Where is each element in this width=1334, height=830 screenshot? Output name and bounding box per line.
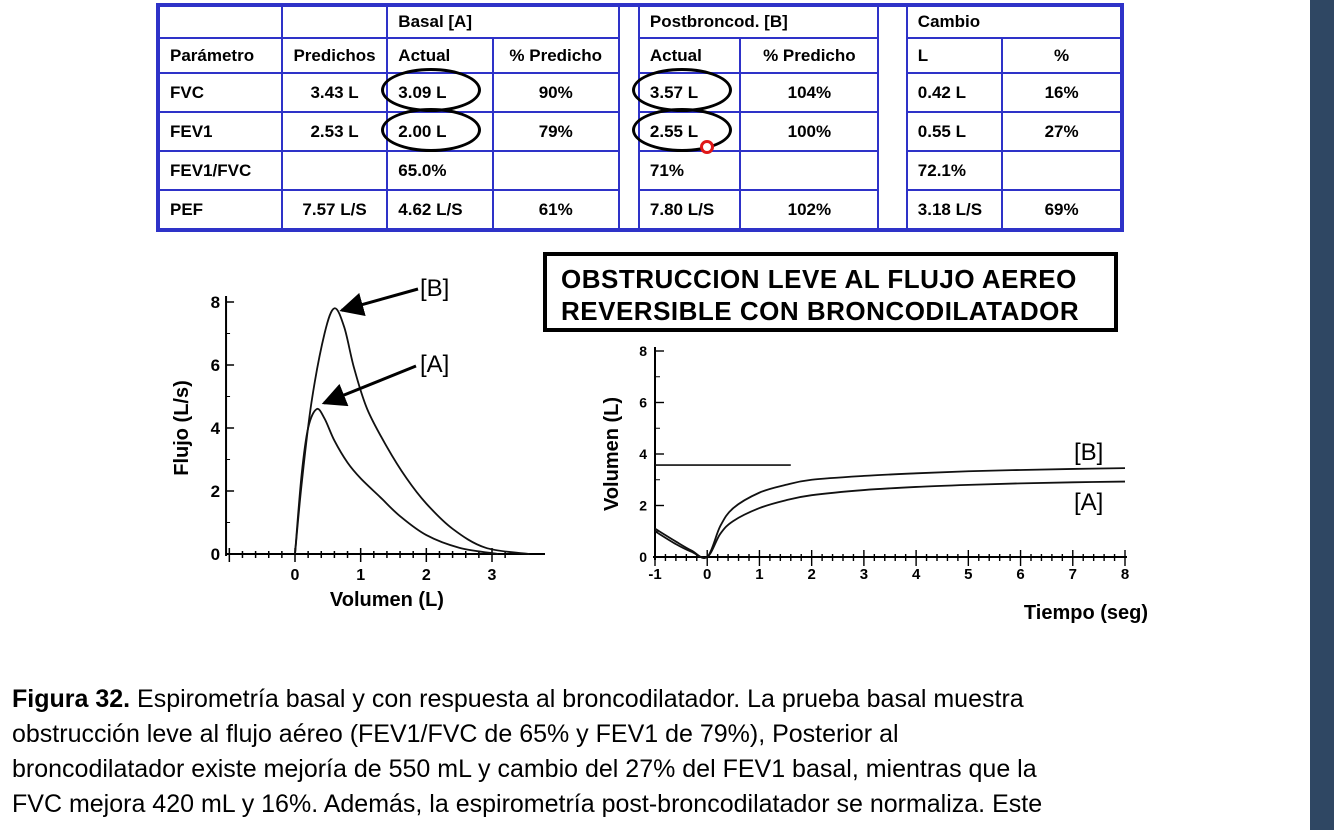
post-pct-cell: 104% — [740, 73, 878, 112]
cambio-pct-cell: 27% — [1002, 112, 1122, 151]
cursor-marker — [700, 140, 714, 154]
x-tick-label: 4 — [911, 566, 921, 583]
caption-line — [12, 682, 1292, 717]
x-tick-label: 1 — [755, 566, 764, 583]
post-pct-cell: 100% — [740, 112, 878, 151]
y-tick-label: 2 — [210, 482, 221, 501]
y-tick-label: 0 — [210, 545, 221, 564]
y-tick-label: 4 — [639, 446, 647, 462]
annotation-label-b: [B] — [1074, 439, 1104, 466]
x-tick-label: 3 — [859, 566, 869, 583]
param-cell: FVC — [158, 73, 282, 112]
y-tick-label: 8 — [210, 293, 221, 312]
group-header-row — [158, 5, 1122, 38]
series-line-a — [655, 482, 1125, 558]
y-axis-label: Volumen (L) — [601, 396, 623, 512]
series-line-a — [295, 409, 498, 554]
annotation-arrow — [324, 366, 416, 403]
column-gap — [878, 190, 906, 230]
highlight-oval-post-fev1 — [632, 108, 732, 152]
x-tick-label: 0 — [290, 567, 300, 584]
basal-actual-cell: 3.09 L — [387, 73, 493, 112]
basal-actual-cell: 65.0% — [387, 151, 493, 190]
cambio-group-header: Cambio — [907, 5, 1122, 38]
cambio-pct-cell — [1002, 151, 1122, 190]
highlight-oval-post-fvc — [632, 68, 732, 112]
post-pct-cell — [740, 151, 878, 190]
y-tick-label: 4 — [210, 419, 221, 438]
x-tick-label: 5 — [964, 566, 973, 583]
caption-line: FVC mejora 420 mL y 16%. Además, la espirometría post-broncodilatador se normaliza. Este — [12, 790, 1043, 818]
x-axis-label: Tiempo (seg) — [1023, 602, 1148, 624]
y-tick-label: 6 — [210, 356, 221, 375]
basal-pct-cell — [493, 151, 619, 190]
basal-pct-cell: 61% — [493, 190, 619, 230]
x-tick-label: 6 — [1016, 566, 1025, 583]
post-pct-cell: 102% — [740, 190, 878, 230]
y-tick-label: 0 — [639, 549, 647, 565]
column-gap — [878, 38, 906, 73]
column-header-row — [158, 38, 1122, 73]
column-gap — [878, 151, 906, 190]
banner-line: OBSTRUCCION LEVE AL FLUJO AEREO — [561, 264, 1077, 294]
x-tick-label: 8 — [1120, 566, 1130, 583]
x-axis-label: Volumen (L) — [329, 589, 444, 611]
basal-pct-cell: 90% — [493, 73, 619, 112]
basal-pct-header: % Predicho — [493, 38, 619, 73]
column-gap — [619, 38, 639, 73]
post-pct-header: % Predicho — [740, 38, 878, 73]
cambio-pct-cell: 69% — [1002, 190, 1122, 230]
param-cell: FEV1 — [158, 112, 282, 151]
series-line-b — [655, 468, 1125, 558]
predichos-cell: 3.43 L — [282, 73, 388, 112]
cambio-l-cell: 0.42 L — [907, 73, 1002, 112]
column-gap — [878, 5, 906, 38]
post-actual-cell: 2.55 L — [639, 112, 740, 151]
column-gap — [619, 5, 639, 38]
caption-figure-label: Figura 32. — [12, 685, 131, 713]
x-tick-label: 3 — [487, 567, 497, 584]
basal-pct-cell: 79% — [493, 112, 619, 151]
x-tick-label: 7 — [1068, 566, 1077, 583]
banner-line: REVERSIBLE CON BRONCODILATADOR — [561, 296, 1080, 326]
post-actual-cell: 7.80 L/S — [639, 190, 740, 230]
volume-time-chart — [590, 330, 1170, 710]
post-group-header: Postbroncod. [B] — [639, 5, 878, 38]
basal-actual-cell: 4.62 L/S — [387, 190, 493, 230]
predichos-cell: 7.57 L/S — [282, 190, 388, 230]
y-tick-label: 8 — [639, 343, 647, 359]
table-row — [158, 190, 1122, 230]
predichos-cell: 2.53 L — [282, 112, 388, 151]
caption-text: Espirometría basal y con respuesta al broncodilatador. La prueba basal muestra — [137, 685, 1024, 713]
y-axis-label: Flujo (L/s) — [171, 380, 193, 476]
window-edge-strip — [1310, 0, 1334, 830]
table-row — [158, 151, 1122, 190]
cambio-pct-cell: 16% — [1002, 73, 1122, 112]
y-tick-label: 6 — [639, 394, 647, 411]
x-tick-label: 1 — [356, 567, 366, 584]
annotation-arrow — [342, 289, 418, 310]
column-gap — [619, 190, 639, 230]
param-cell: PEF — [158, 190, 282, 230]
x-tick-label: 2 — [421, 567, 431, 584]
post-actual-header: Actual — [639, 38, 740, 73]
basal-actual-cell: 2.00 L — [387, 112, 493, 151]
cambio-l-cell: 3.18 L/S — [907, 190, 1002, 230]
annotation-label-a: [A] — [1074, 489, 1104, 516]
caption-line: broncodilatador existe mejoría de 550 mL y cambio del 27% del FEV1 basal, mientras que la — [12, 755, 1037, 783]
predichos-cell — [282, 151, 388, 190]
cambio-l-cell: 72.1% — [907, 151, 1002, 190]
basal-group-header: Basal [A] — [387, 5, 618, 38]
blank-header — [158, 5, 282, 38]
basal-actual-header: Actual — [387, 38, 493, 73]
param-cell: FEV1/FVC — [158, 151, 282, 190]
x-tick-label: -1 — [648, 566, 662, 583]
column-gap — [619, 151, 639, 190]
caption-line: obstrucción leve al flujo aéreo (FEV1/FVC de 65% y FEV1 de 79%), Posterior al — [12, 720, 899, 748]
post-actual-cell: 3.57 L — [639, 73, 740, 112]
figure-caption — [12, 682, 1292, 822]
predichos-header: Predichos — [282, 38, 388, 73]
parametro-header: Parámetro — [158, 38, 282, 73]
cambio-l-cell: 0.55 L — [907, 112, 1002, 151]
highlight-oval-basal-fev1 — [381, 108, 481, 152]
column-gap — [878, 73, 906, 112]
column-gap — [878, 112, 906, 151]
annotation-label-a: [A] — [420, 351, 450, 378]
cambio-pct-header: % — [1002, 38, 1122, 73]
cambio-l-header: L — [907, 38, 1002, 73]
blank-header — [282, 5, 388, 38]
post-actual-cell: 71% — [639, 151, 740, 190]
x-tick-label: 2 — [807, 566, 816, 583]
highlight-oval-basal-fvc — [381, 68, 481, 112]
annotation-label-b: [B] — [420, 275, 450, 302]
y-tick-label: 2 — [639, 497, 647, 514]
x-tick-label: 0 — [703, 566, 712, 583]
